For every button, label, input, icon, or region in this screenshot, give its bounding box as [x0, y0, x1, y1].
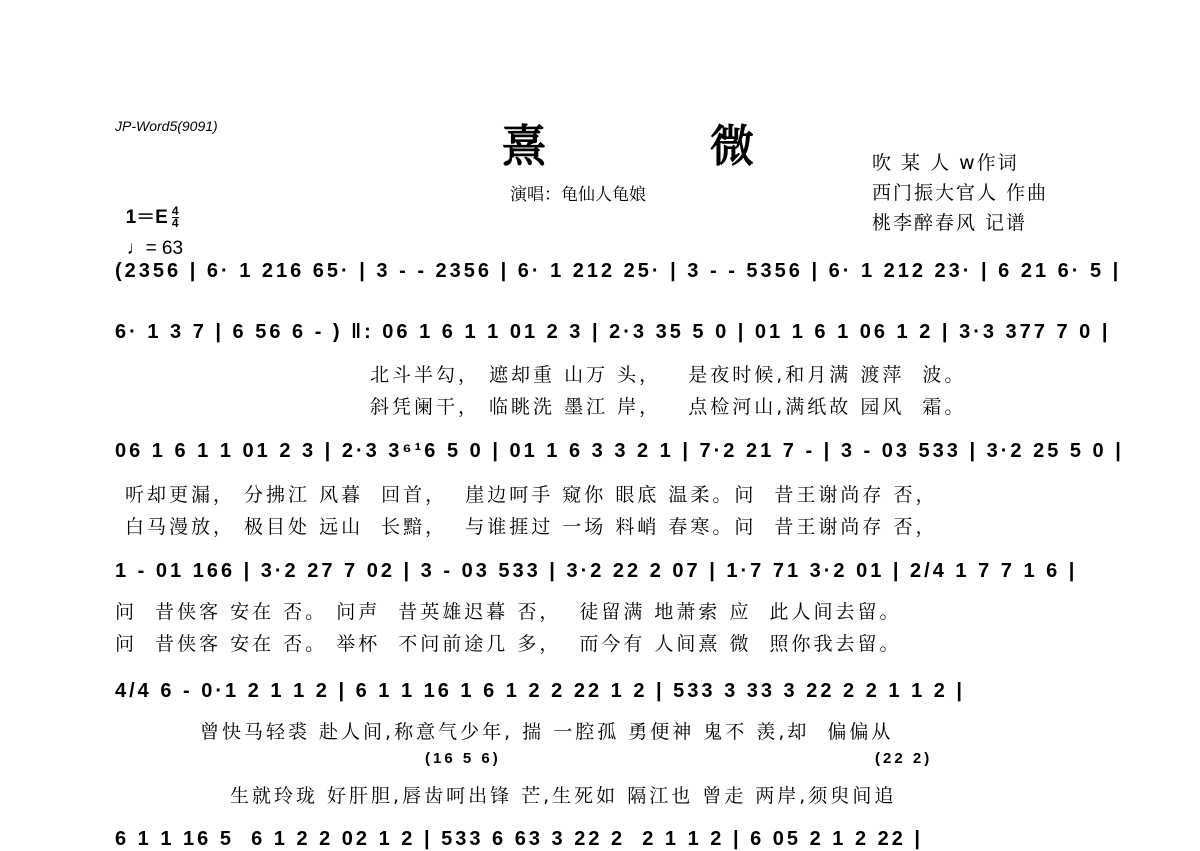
notation-line-4: 1 - 01 166 | 3·2 27 7 02 | 3 - 03 533 | 3·2 22 2 07 | 1·7 71 3·2 01 | 2/4 1 7 7 1 6 |: [115, 560, 1078, 582]
notation-line-2: 6· 1 3 7 | 6 56 6 - ) ‖: 06 1 6 1 1 01 2 3 | 2·3 35 5 0 | 01 1 6 1 06 1 2 | 3·3 377 7 0 |: [115, 321, 1111, 343]
composer-credit: 西门振大官人 作曲: [872, 182, 1049, 204]
tempo-value: = 63: [145, 238, 184, 259]
notation-line-3: 06 1 6 1 1 01 2 3 | 2·3 3⁶¹6 5 0 | 01 1 6 3 3 2 1 | 7·2 21 7 - | 3 - 03 533 | 3·2 25 5 0 |: [115, 440, 1124, 462]
lyric-line-6: 问 昔侠客 安在 否。 举杯 不问前途几 多， 而今有 人间熹 微 照你我去留。: [115, 633, 902, 655]
lyric-line-8: 生就玲珑 好肝胆,唇齿呵出锋 芒,生死如 隔江也 曾走 两岸,须臾间追: [230, 785, 897, 807]
time-top: 4: [171, 204, 179, 219]
alt-notes-2: (22 2): [875, 750, 933, 767]
lyric-line-1: 北斗半勾， 遮却重 山万 头， 是夜时候,和月满 渡萍 波。: [370, 364, 967, 386]
quarter-note-icon: ♩: [126, 238, 146, 259]
lyric-line-5: 问 昔侠客 安在 否。 问声 昔英雄迟暮 否， 徒留满 地萧索 应 此人间去留。: [115, 601, 902, 623]
tempo-marking: [116, 216, 183, 260]
notation-line-1: (2356 | 6· 1 216 65· | 3 - - 2356 | 6· 1 212 25· | 3 - - 5356 | 6· 1 212 23· | 6 21 6· 5 |: [115, 260, 1122, 282]
time-bottom: 4: [171, 216, 179, 231]
notation-line-6: 6 1 1 16 5 6 1 2 2 02 1 2 | 533 6 63 3 22 2 2 1 1 2 | 6 05 2 1 2 22 |: [115, 828, 924, 850]
transcriber-credit: 桃李醉春风 记谱: [872, 212, 1028, 234]
lyric-line-2: 斜凭阑干， 临眺洗 墨江 岸， 点检河山,满纸故 园风 霜。: [370, 396, 967, 418]
software-label: JP-Word5(9091): [115, 118, 218, 134]
lyricist-credit: 吹 某 人 w作词: [872, 152, 1019, 174]
notation-line-5: 4/4 6 - 0·1 2 1 1 2 | 6 1 1 16 1 6 1 2 2 22 1 2 | 533 3 33 3 22 2 2 1 1 2 |: [115, 680, 966, 702]
key-label: 1＝E: [125, 207, 168, 228]
singer-label: 演唱：龟仙人龟娘: [510, 185, 646, 205]
song-title: 熹 微: [502, 121, 814, 172]
lyric-line-4: 白马漫放， 极目处 远山 长黯， 与谁捱过 一场 料峭 春寒。问 昔王谢尚存 否，: [125, 516, 938, 538]
lyric-line-7: 曾快马轻裘 赴人间,称意气少年, 揣 一腔孤 勇便神 鬼不 羡,却 偏偏从: [200, 721, 894, 743]
alt-notes-1: (16 5 6): [425, 750, 501, 767]
lyric-line-3: 听却更漏， 分拂江 风暮 回首， 崖边呵手 窥你 眼底 温柔。问 昔王谢尚存 否，: [125, 484, 938, 506]
